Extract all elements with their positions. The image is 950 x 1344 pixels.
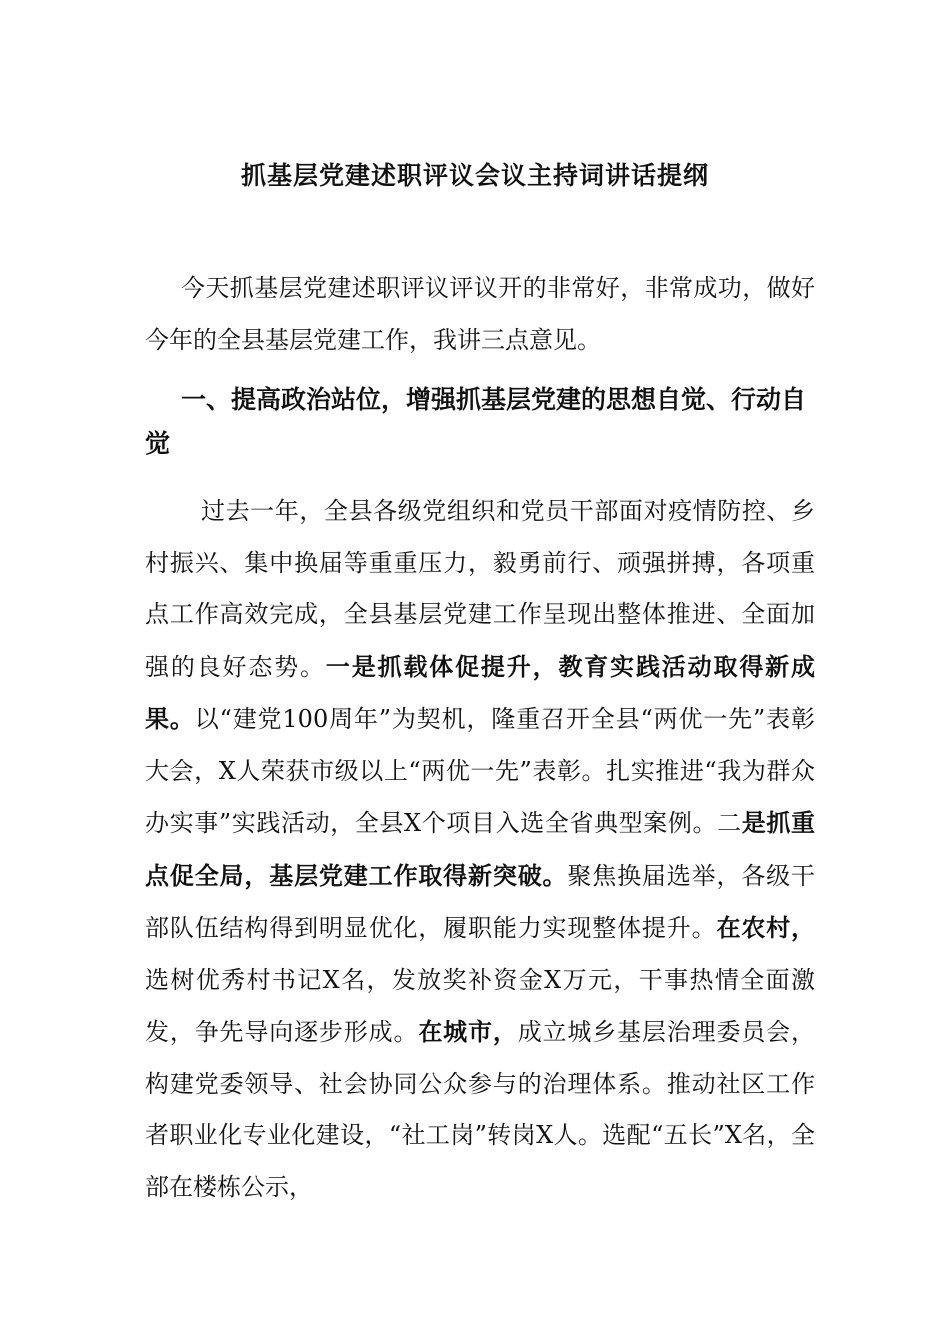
body-text: 过去一年，全县各级党组织和党员干部面对疫情防控、乡村振兴、集中换届等重重压力，毅勇前行、顽强拼搏，各项重点工作高效完成，全县基层党建工作呈现出整体推进、全面加强的良好态势。: [145, 497, 815, 681]
document-title: 抓基层党建述职评议会议主持词讲话提纲: [240, 161, 709, 190]
body-text: 成立城乡基层治理委员会，构建党委领导、社会协同公众参与的治理体系。推动社区工作者职业化专业化建设，“社工岗”转岗X人。选配“五长”X名，全部在楼栋公示，: [145, 1018, 816, 1201]
emphasis-text: 在农村，: [716, 913, 816, 942]
emphasis-text: 一是抓载体促提升，教育实践活动取得新成果。: [145, 651, 816, 733]
section-heading-1: 一、提高政治站位，增强抓基层党建的思想自觉、行动自觉: [145, 385, 807, 458]
emphasis-text: 是抓重点促全局，基层党建工作取得新突破。: [145, 808, 815, 890]
emphasis-text: 在城市，: [418, 1017, 518, 1046]
body-paragraph: [145, 486, 815, 1213]
body-text: 以“建党100周年”为契机，隆重召开全县“两优一先”表彰大会，X人荣获市级以上“两优一先”表彰。扎实推进“我为群众办实事”实践活动，全县X个项目入选全省典型案例。二: [145, 705, 816, 837]
body-text: 选树优秀村书记X名，发放奖补资金X万元，干事热情全面激发，争先导向逐步形成。: [145, 965, 815, 1046]
intro-paragraph: 今天抓基层党建述职评议评议开的非常好，非常成功，做好今年的全县基层党建工作，我讲三点意见。: [145, 274, 815, 354]
body-text: 聚焦换届选举，各级干部队伍结构得到明显优化，履职能力实现整体提升。: [145, 861, 816, 942]
